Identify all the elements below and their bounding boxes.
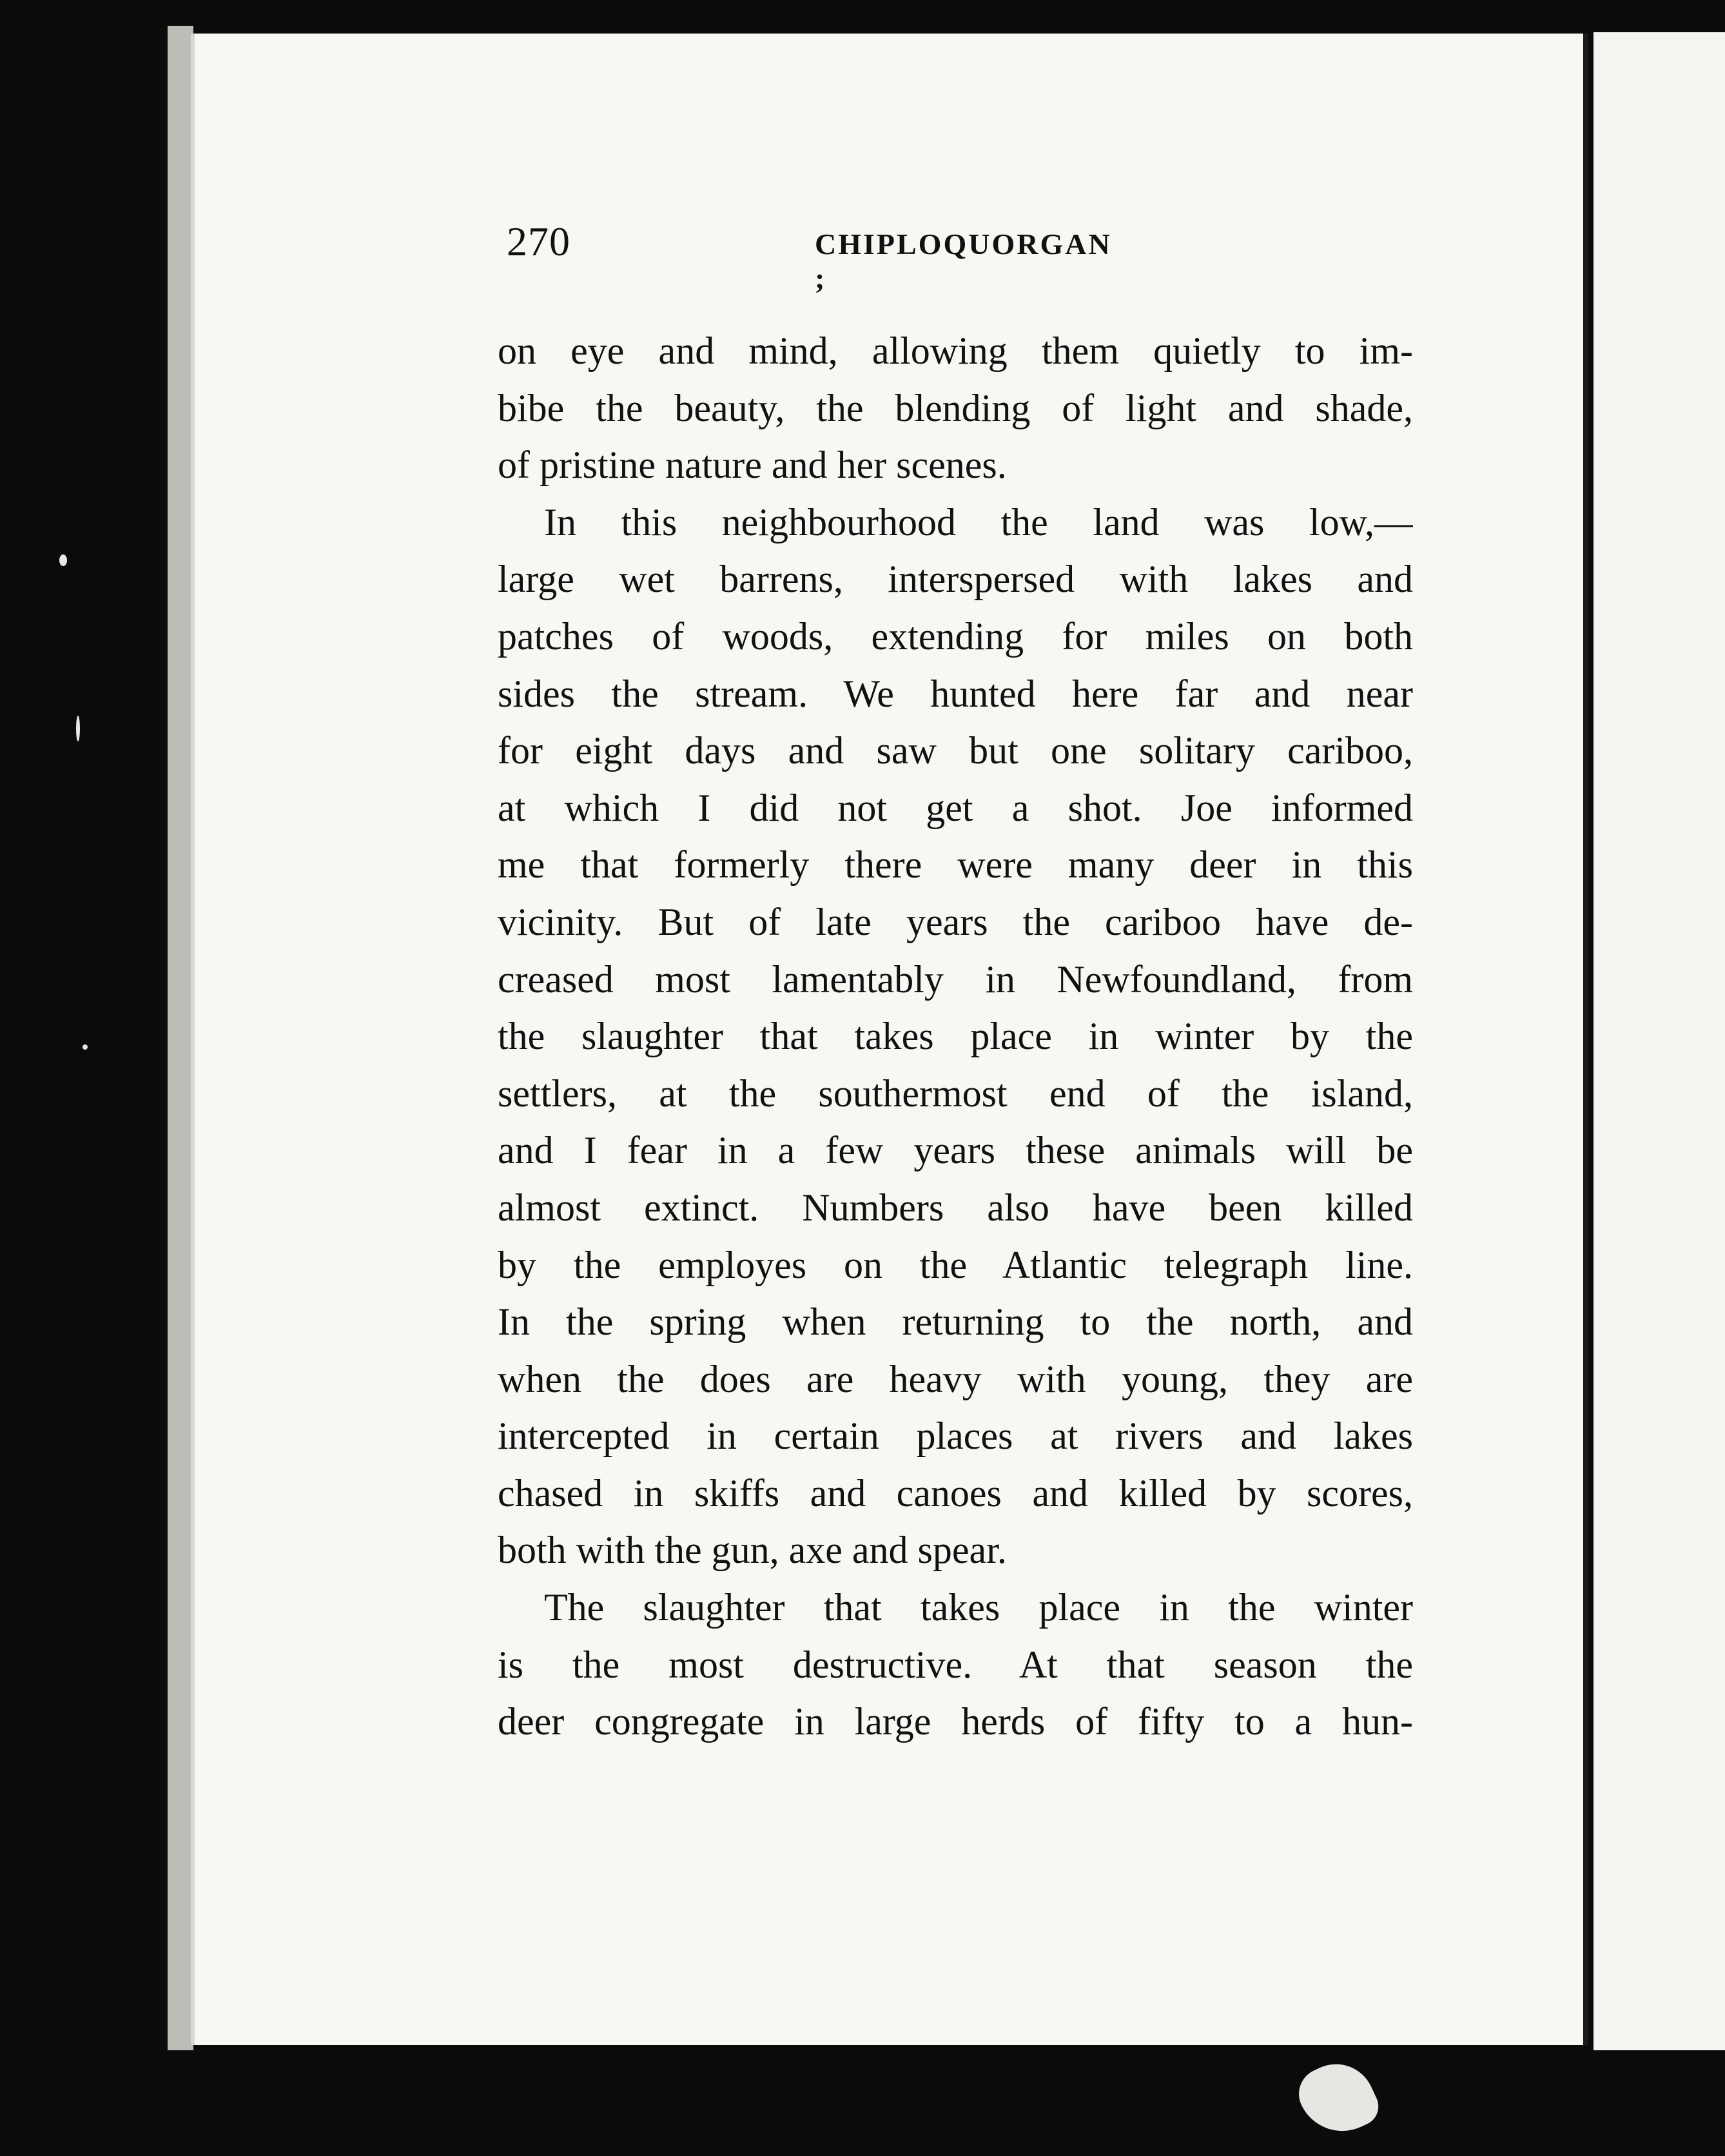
text-line: creased most lamentably in Newfoundland, from: [498, 957, 1413, 1001]
text-line: for eight days and saw but one solitary cariboo,: [498, 729, 1413, 772]
text-line: the slaughter that takes place in winter by the: [498, 1015, 1413, 1058]
text-line: deer congregate in large herds of fifty to a hun-: [498, 1700, 1413, 1743]
text-line: both with the gun, axe and spear.: [498, 1529, 1007, 1572]
text-line: at which I did not get a shot. Joe informed: [498, 786, 1413, 829]
text-line: In this neighbourhood the land was low,—: [544, 500, 1413, 544]
text-line: is the most destructive. At that season the: [498, 1643, 1413, 1686]
page-edge: [168, 26, 193, 2050]
text-line: me that formerly there were many deer in this: [498, 843, 1413, 887]
text-line: large wet barrens, interspersed with lakes and: [498, 558, 1413, 601]
text-line: vicinity. But of late years the cariboo have de-: [498, 900, 1413, 943]
paragraph: [498, 322, 1413, 494]
running-head: [507, 218, 1126, 295]
text-line: settlers, at the southermost end of the island,: [498, 1072, 1413, 1115]
scan-blemish: [1291, 2052, 1385, 2146]
paragraph: [498, 1579, 1413, 1750]
text-line: chased in skiffs and canoes and killed by scores,: [498, 1471, 1413, 1514]
text-line: In the spring when returning to the north, and: [498, 1300, 1413, 1344]
text-line: sides the stream. We hunted here far and near: [498, 672, 1413, 715]
text-line: patches of woods, extending for miles on both: [498, 614, 1413, 658]
facing-page-edge: [1593, 32, 1725, 2050]
text-line: and I fear in a few years these animals will be: [498, 1129, 1413, 1172]
body-text: [498, 322, 1413, 1750]
text-line: The slaughter that takes place in the winter: [544, 1586, 1413, 1629]
scan-speck: [59, 554, 67, 566]
text-line: on eye and mind, allowing them quietly to im-: [498, 329, 1413, 372]
text-line: almost extinct. Numbers also have been killed: [498, 1186, 1413, 1229]
scan-speck: [76, 716, 80, 741]
text-line: bibe the beauty, the blending of light and shade,: [498, 386, 1413, 429]
scan-speck: [83, 1044, 88, 1050]
text-line: by the employes on the Atlantic telegraph line.: [498, 1243, 1413, 1286]
text-line: intercepted in certain places at rivers and lakes: [498, 1415, 1413, 1458]
page-number: 270: [507, 219, 570, 264]
running-title: CHIPLOQUORGAN ;: [815, 228, 1112, 295]
text-line: when the does are heavy with young, they are: [498, 1357, 1413, 1400]
text-line: of pristine nature and her scenes.: [498, 444, 1007, 487]
paragraph: [498, 494, 1413, 1579]
